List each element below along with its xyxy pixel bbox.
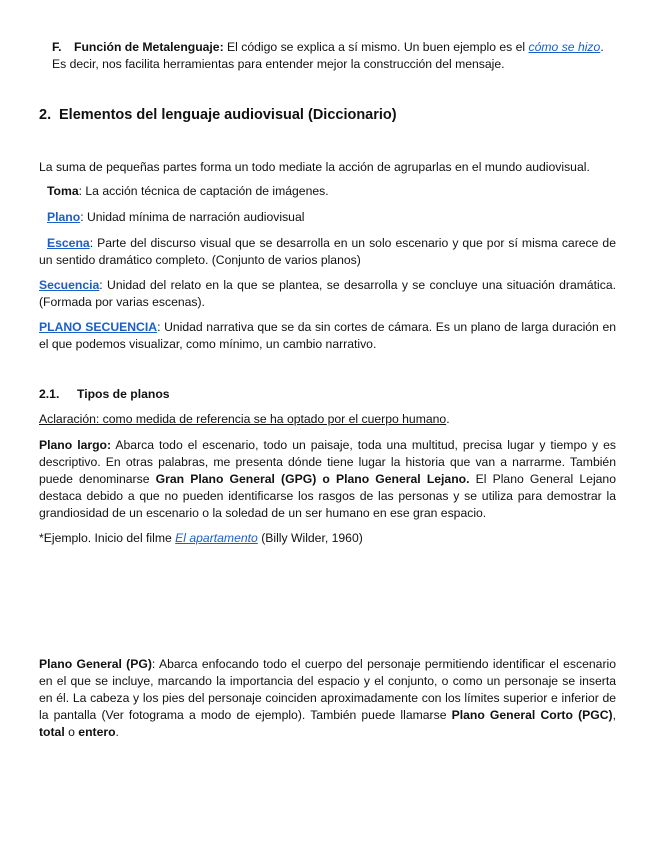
definition-escena <box>39 235 616 269</box>
term-plano-link[interactable]: Plano <box>47 210 81 224</box>
intro-paragraph: La suma de pequeñas partes forma un todo mediate la acción de agruparlas en el mundo audiovisual. <box>39 160 590 174</box>
term-secuencia-link[interactable]: Secuencia <box>39 278 100 292</box>
plano-general-text1: : Abarca enfocando todo el cuerpo del personaje permitiendo identificar el escenario en el que se incluye, marcando la importancia del espacio y el conjunto, o como un personaje se inserta en él. La cabeza y los pies del personaje coinciden aproximadamente con los límites superior e inferior de la pantalla (Ver fotograma a modo de ejemplo). También puede llamarse <box>39 657 616 722</box>
definition-plano <box>47 209 624 226</box>
item-f-letter: F. <box>52 40 62 54</box>
definition-secuencia-text: : Unidad del relato en la que se plantea, se desarrolla y se concluye una situación dramática. (Formada por varias escenas). <box>39 278 616 309</box>
section-2-1-number: 2.1. <box>39 387 60 401</box>
plano-general-text4: . <box>115 725 119 739</box>
como-se-hizo-link[interactable]: cómo se hizo <box>528 40 601 54</box>
ejemplo-text2: (Billy Wilder, 1960) <box>257 531 363 545</box>
definition-plano-secuencia <box>39 319 616 353</box>
item-f-text2: . Es decir, nos facilita herramientas para entender mejor la construcción del mensaje. <box>52 40 604 71</box>
plano-largo-paragraph <box>39 437 616 522</box>
definition-plano-text: : Unidad mínima de narración audiovisual <box>80 210 305 224</box>
term-plano-secuencia-link[interactable]: PLANO SECUENCIA <box>39 320 158 334</box>
ejemplo-text1: *Ejemplo. Inicio del filme <box>39 531 176 545</box>
plano-largo-text2: El Plano General Lejano destaca debido a que no pueden identificarse los rasgos de las personas y se utiliza para demostrar la grandiosidad de un escenario o la soledad de un ser humano en ese gran espacio. <box>39 472 616 520</box>
plano-general-paragraph <box>39 656 616 741</box>
plano-general-title: Plano General (PG) <box>39 657 152 671</box>
aclaracion-text: Aclaración: como medida de referencia se ha optado por el cuerpo humano <box>39 412 447 426</box>
plano-general-text3: o <box>64 725 79 739</box>
plano-largo-title: Plano largo: <box>39 438 112 452</box>
term-toma: Toma <box>47 184 79 198</box>
definition-secuencia <box>39 277 616 311</box>
definition-toma <box>47 183 624 200</box>
plano-general-bold3: entero <box>78 725 116 739</box>
section-2-1-heading <box>39 386 616 403</box>
section-2-1-title: Tipos de planos <box>77 387 170 401</box>
section-2-title: Elementos del lenguaje audiovisual (Diccionario) <box>59 107 397 123</box>
plano-general-bold2: total <box>39 725 65 739</box>
item-f-title: Función de Metalenguaje: <box>74 40 224 54</box>
plano-general-text2: , <box>612 708 616 722</box>
plano-general-bold1: Plano General Corto (PGC) <box>451 708 613 722</box>
definition-toma-text: : La acción técnica de captación de imágenes. <box>78 184 329 198</box>
ejemplo-paragraph <box>39 530 616 547</box>
definition-escena-text: : Parte del discurso visual que se desarrolla en un solo escenario y que por sí misma carece de un sentido dramático completo. (Conjunto de varios planos) <box>39 236 616 267</box>
section-2-heading <box>39 107 616 124</box>
plano-largo-text1: Abarca todo el escenario, todo un paisaje, toda una multitud, precisa lugar y tiempo y es descriptivo. En otras palabras, me presenta dónde tiene lugar la historia que van a narrarme. También puede denominarse <box>39 438 616 486</box>
el-apartamento-link[interactable]: El apartamento <box>175 531 258 545</box>
plano-largo-bold1: Gran Plano General (GPG) o Plano General Lejano. <box>155 472 470 486</box>
item-f-paragraph <box>52 39 612 73</box>
section-2-number: 2. <box>39 107 52 123</box>
term-escena-link[interactable]: Escena <box>47 236 90 250</box>
aclaracion-paragraph <box>39 411 616 428</box>
item-f-text1: El código se explica a sí mismo. Un buen ejemplo es el <box>223 40 529 54</box>
aclaracion-end: . <box>446 412 450 426</box>
definition-plano-secuencia-text: : Unidad narrativa que se da sin cortes de cámara. Es un plano de larga duración en el que podemos visualizar, como mínimo, un cambio narrativo. <box>39 320 616 351</box>
